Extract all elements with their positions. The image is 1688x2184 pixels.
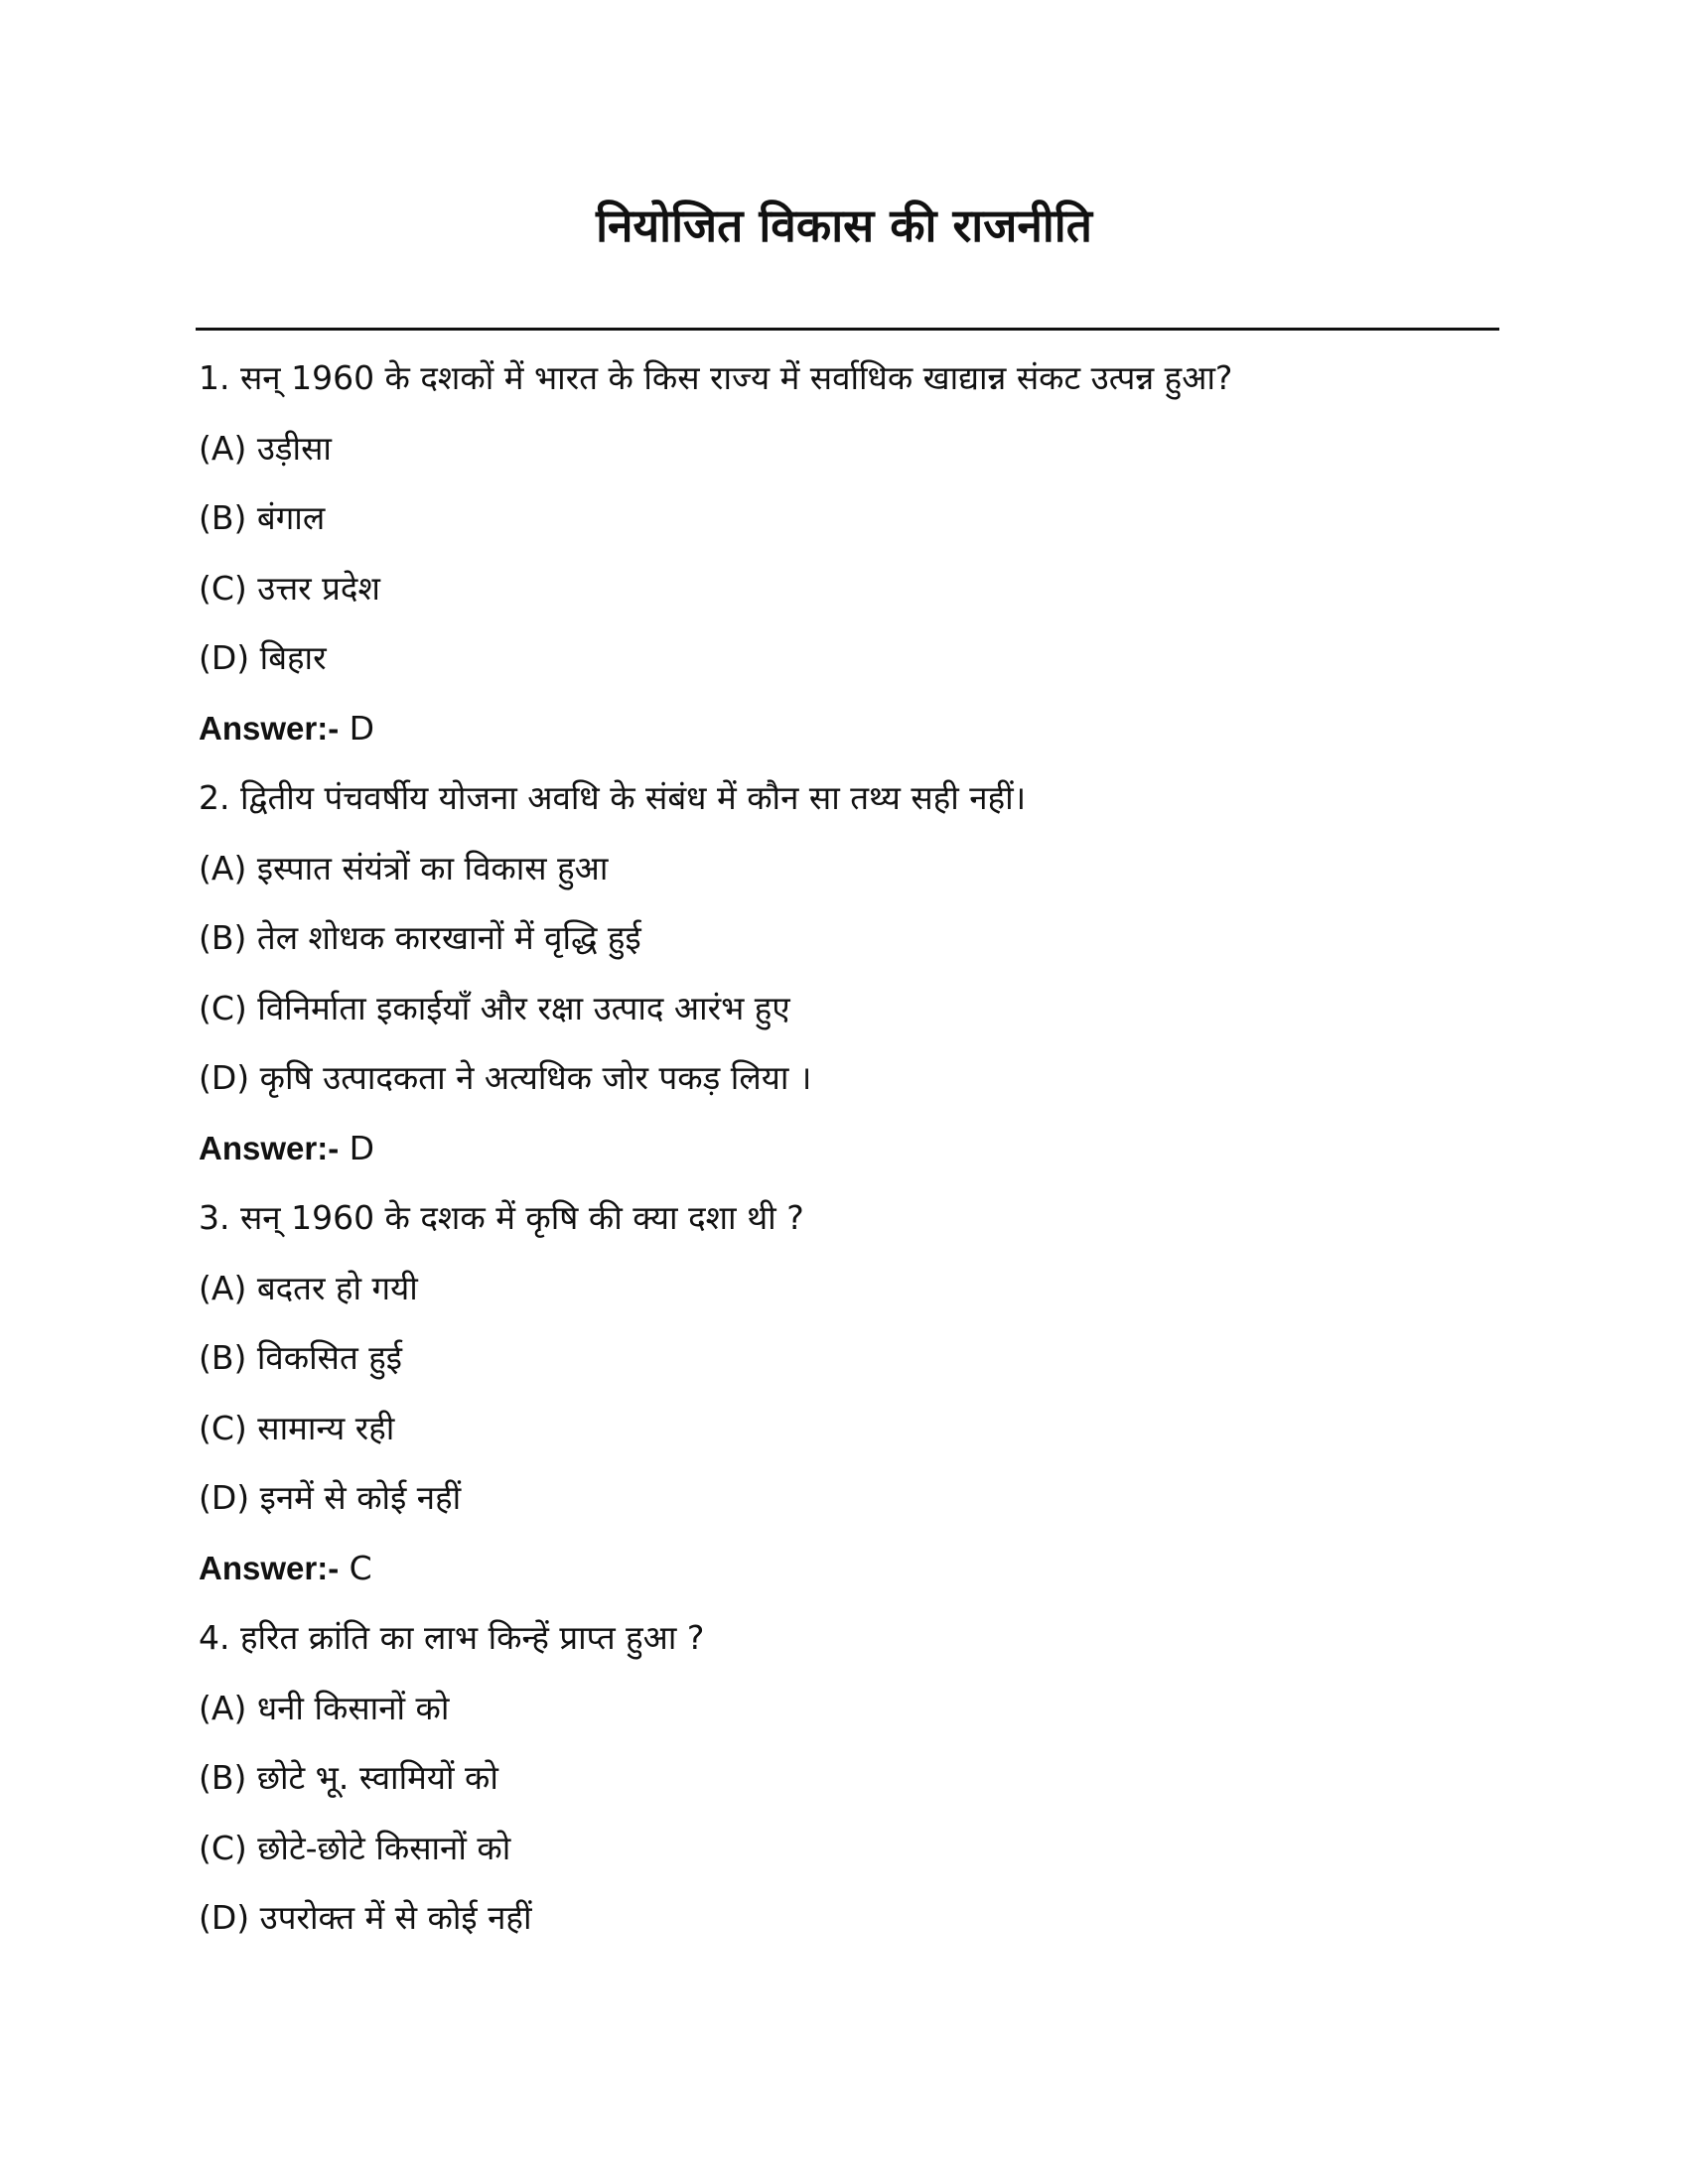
option-b: (B) तेल शोधक कारखानों में वृद्धि हुई <box>199 918 641 957</box>
option-d: (D) बिहार <box>199 638 327 677</box>
option-a: (A) इस्पात संयंत्रों का विकास हुआ <box>199 848 609 887</box>
page-title: नियोजित विकास की राजनीति <box>596 199 1092 252</box>
option-a: (A) धनी किसानों को <box>199 1688 450 1727</box>
answer-value: D <box>339 1128 375 1167</box>
answer-line <box>199 1534 1489 1604</box>
option-c: (C) विनिर्माता इकाईयाँ और रक्षा उत्पाद आरंभ हुए <box>199 988 790 1027</box>
option-b: (B) छोटे भू. स्वामियों को <box>199 1758 498 1797</box>
question-4 <box>199 1603 1489 1954</box>
answer-line <box>199 694 1489 764</box>
option-a: (A) उड़ीसा <box>199 428 332 468</box>
option-d: (D) उपरोक्त में से कोई नहीं <box>199 1898 532 1937</box>
answer-label: Answer:- <box>199 1549 340 1586</box>
option-d: (D) इनमें से कोई नहीं <box>199 1478 462 1517</box>
question-list <box>199 343 1489 1954</box>
answer-value: D <box>339 708 375 748</box>
question-1 <box>199 343 1489 763</box>
option-c: (C) उत्तर प्रदेश <box>199 568 380 608</box>
option-d: (D) कृषि उत्पादकता ने अत्यधिक जोर पकड़ लिया । <box>199 1058 812 1097</box>
option-b: (B) बंगाल <box>199 498 326 537</box>
option-b: (B) विकसित हुई <box>199 1338 402 1377</box>
answer-label: Answer:- <box>199 709 340 747</box>
answer-value: C <box>339 1548 372 1587</box>
option-c: (C) छोटे-छोटे किसानों को <box>199 1828 511 1867</box>
option-c: (C) सामान्य रही <box>199 1408 395 1447</box>
title-divider <box>196 328 1499 331</box>
question-3 <box>199 1183 1489 1603</box>
question-2 <box>199 763 1489 1183</box>
answer-label: Answer:- <box>199 1129 340 1166</box>
question-text: 1. सन् 1960 के दशकों में भारत के किस राज्य में सर्वाधिक खाद्यान्न संकट उत्पन्न हुआ? <box>199 358 1233 397</box>
question-text: 4. हरित क्रांति का लाभ किन्हें प्राप्त हुआ ? <box>199 1618 705 1657</box>
option-a: (A) बदतर हो गयी <box>199 1268 418 1307</box>
answer-line <box>199 1114 1489 1184</box>
question-text: 2. द्वितीय पंचवर्षीय योजना अवधि के संबंध में कौन सा तथ्य सही नहीं। <box>199 778 1027 817</box>
question-text: 3. सन् 1960 के दशक में कृषि की क्या दशा थी ? <box>199 1198 804 1237</box>
